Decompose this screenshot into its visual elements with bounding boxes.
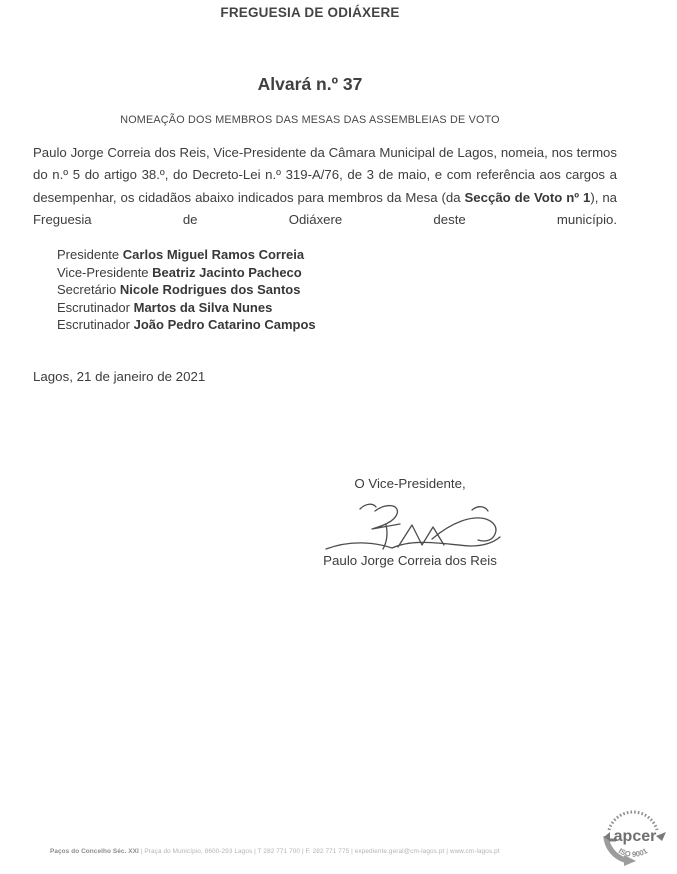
body-text-before: Paulo Jorge Correia dos Reis, Vice-Presidente da Câmara Municipal de Lagos, nomeia, nos termos do n.º 5 do artigo 38.º, do Decreto-Lei n.º 319-A/76, de 3 de maio, e com referência aos cargos a desempenhar, os cidadãos abaixo indicados para membros da Mesa (da	[33, 145, 617, 205]
list-item	[57, 264, 477, 282]
member-role: Secretário	[57, 282, 117, 298]
logo-right-arrowhead	[656, 832, 666, 841]
member-name: Carlos Miguel Ramos Correia	[122, 247, 305, 262]
list-item	[57, 246, 477, 264]
body-text-after: ), na Freguesia de Odiáxere deste município.	[33, 189, 617, 228]
list-item	[57, 316, 477, 334]
logo-cert-text: ISO 9001	[616, 846, 649, 859]
member-role: Escrutinador	[57, 317, 130, 333]
footer-address-line	[50, 848, 595, 855]
member-role: Escrutinador	[57, 299, 130, 315]
body-text-bold: Secção de Voto nº 1	[464, 189, 591, 205]
list-item	[57, 281, 477, 299]
footer-contact-info: | Praça do Município, 8600-293 Lagos | T 282 771 700 | F. 282 771 775 | expediente.geral@cm-lagos.pt | www.cm-lagos.pt	[138, 848, 500, 855]
document-header: FREGUESIA DE ODIÁXERE	[220, 5, 400, 20]
body-paragraph	[33, 142, 617, 232]
signature-name: Paulo Jorge Correia dos Reis	[323, 553, 497, 568]
footer-building-name: Paços do Concelho Séc. XXI	[50, 848, 139, 855]
member-name: Martos da Silva Nunes	[133, 299, 273, 315]
member-name: Nicole Rodrigues dos Santos	[119, 282, 301, 298]
member-name: João Pedro Catarino Campos	[133, 317, 316, 333]
page-title: Alvará n.º 37	[257, 74, 363, 94]
member-name: Beatriz Jacinto Pacheco	[152, 264, 302, 280]
members-list	[57, 246, 477, 334]
apcer-iso9001-logo	[596, 796, 670, 870]
signature-title: O Vice-Presidente,	[354, 476, 466, 491]
date-line: Lagos, 21 de janeiro de 2021	[33, 369, 206, 384]
member-role: Presidente	[57, 247, 120, 262]
document-subtitle: NOMEAÇÃO DOS MEMBROS DAS MESAS DAS ASSEMBLEIAS DE VOTO	[120, 114, 500, 126]
logo-brand-text: apcer	[613, 828, 657, 845]
handwritten-signature	[320, 498, 510, 560]
member-role: Vice-Presidente	[57, 264, 149, 280]
list-item	[57, 299, 477, 317]
